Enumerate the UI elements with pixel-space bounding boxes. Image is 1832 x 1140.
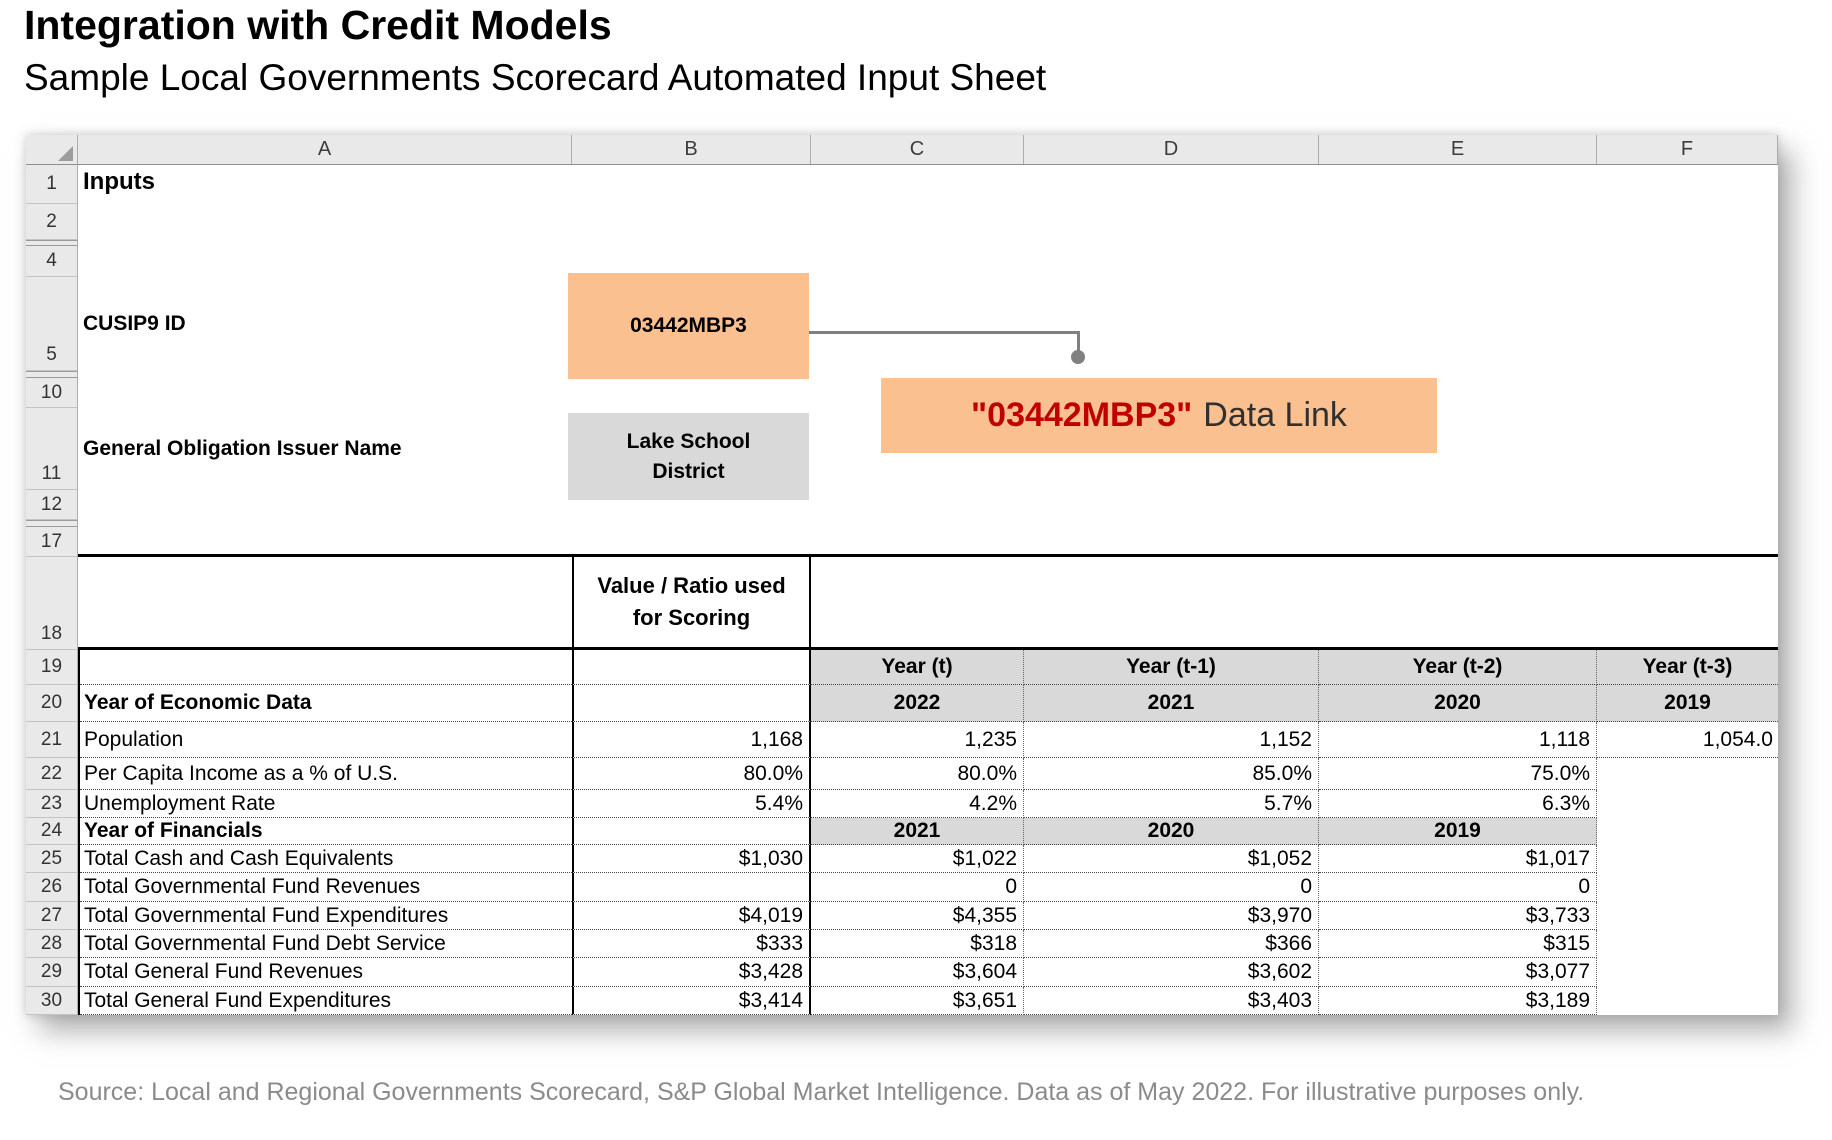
row-12 [26, 490, 1778, 520]
data-link-label: Data Link [1203, 396, 1347, 434]
row-4 [26, 246, 1778, 277]
gen-fund-rev-scoring[interactable]: $3,428 [572, 958, 811, 987]
row-1 [26, 165, 1778, 204]
cell-b24[interactable] [572, 818, 811, 845]
gen-fund-exp-t2[interactable]: $3,189 [1319, 987, 1597, 1015]
column-header-d[interactable]: D [1024, 135, 1319, 164]
per-capita-t3[interactable] [1597, 758, 1778, 790]
cash-t1[interactable]: $1,052 [1024, 845, 1319, 873]
row-header-4[interactable]: 4 [26, 246, 78, 277]
cell-f24[interactable] [1597, 818, 1778, 845]
table-row [26, 758, 1778, 790]
row-header-27[interactable]: 27 [26, 902, 78, 930]
year-t3-header[interactable]: Year (t-3) [1597, 650, 1778, 685]
row-header-12[interactable]: 12 [26, 490, 78, 520]
population-t1[interactable]: 1,152 [1024, 722, 1319, 758]
population-label[interactable]: Population [80, 722, 572, 758]
row-header-23[interactable]: 23 [26, 790, 78, 818]
fin-year-2021[interactable]: 2021 [811, 818, 1024, 845]
connector-line-horizontal [809, 331, 1080, 334]
table-row [26, 790, 1778, 818]
debt-service-t1[interactable]: $366 [1024, 930, 1319, 958]
cusip-label: CUSIP9 ID [83, 312, 186, 335]
issuer-name-line2: District [652, 459, 725, 483]
gen-fund-exp-t3[interactable] [1597, 987, 1778, 1015]
table-row [26, 958, 1778, 987]
gen-fund-exp-t1[interactable]: $3,403 [1024, 987, 1319, 1015]
year-t2-header[interactable]: Year (t-2) [1319, 650, 1597, 685]
hidden-rows-6-9 [26, 371, 1778, 378]
gen-fund-exp-t[interactable]: $3,651 [811, 987, 1024, 1015]
unemployment-label[interactable]: Unemployment Rate [80, 790, 572, 818]
cusip-input-box[interactable]: 03442MBP3 [568, 273, 809, 379]
cell-a4[interactable] [78, 246, 1778, 277]
per-capita-t1[interactable]: 85.0% [1024, 758, 1319, 790]
hidden-rows-6-9-gutter[interactable] [26, 371, 78, 378]
cash-t[interactable]: $1,022 [811, 845, 1024, 873]
row-header-22[interactable]: 22 [26, 758, 78, 790]
page-title: Integration with Credit Models [24, 2, 612, 48]
select-all-corner[interactable] [26, 135, 78, 164]
financials-label[interactable]: Year of Financials [80, 818, 572, 845]
unemployment-t[interactable]: 4.2% [811, 790, 1024, 818]
gov-fund-rev-scoring[interactable] [572, 873, 811, 902]
cell-c18[interactable] [811, 557, 1778, 647]
column-header-row [26, 135, 1778, 165]
row-header-26[interactable]: 26 [26, 873, 78, 902]
row-header-20[interactable]: 20 [26, 685, 78, 722]
gov-fund-rev-t3[interactable] [1597, 873, 1778, 902]
row-17 [26, 527, 1778, 557]
debt-service-label[interactable]: Total Governmental Fund Debt Service [80, 930, 572, 958]
cash-scoring[interactable]: $1,030 [572, 845, 811, 873]
econ-year-2019[interactable]: 2019 [1597, 685, 1778, 722]
table-row [26, 902, 1778, 930]
population-t2[interactable]: 1,118 [1319, 722, 1597, 758]
gov-fund-rev-t1[interactable]: 0 [1024, 873, 1319, 902]
per-capita-scoring[interactable]: 80.0% [572, 758, 811, 790]
row-header-29[interactable]: 29 [26, 958, 78, 987]
per-capita-t2[interactable]: 75.0% [1319, 758, 1597, 790]
column-header-b[interactable]: B [572, 135, 811, 164]
population-scoring[interactable]: 1,168 [572, 722, 811, 758]
row-header-17[interactable]: 17 [26, 527, 78, 557]
row-18 [26, 557, 1778, 650]
page-subtitle: Sample Local Governments Scorecard Automated Input Sheet [24, 57, 1047, 98]
debt-service-t3[interactable] [1597, 930, 1778, 958]
hidden-rows-13-16 [26, 520, 1778, 527]
inputs-label: Inputs [83, 168, 155, 195]
hidden-rows-13-16-gutter[interactable] [26, 520, 78, 527]
gov-fund-rev-t[interactable]: 0 [811, 873, 1024, 902]
cell-a12[interactable] [78, 490, 1778, 520]
unemployment-t1[interactable]: 5.7% [1024, 790, 1319, 818]
unemployment-t3[interactable] [1597, 790, 1778, 818]
population-t[interactable]: 1,235 [811, 722, 1024, 758]
gen-fund-rev-t1[interactable]: $3,602 [1024, 958, 1319, 987]
unemployment-t2[interactable]: 6.3% [1319, 790, 1597, 818]
row-header-28[interactable]: 28 [26, 930, 78, 958]
gov-fund-exp-t2[interactable]: $3,733 [1319, 902, 1597, 930]
debt-service-t[interactable]: $318 [811, 930, 1024, 958]
gen-fund-rev-t3[interactable] [1597, 958, 1778, 987]
cell-a19[interactable] [80, 650, 572, 685]
column-header-c[interactable]: C [811, 135, 1024, 164]
cell-a1[interactable] [78, 165, 1778, 204]
cash-t2[interactable]: $1,017 [1319, 845, 1597, 873]
debt-service-t2[interactable]: $315 [1319, 930, 1597, 958]
cell-a2[interactable] [78, 204, 1778, 240]
row-header-1[interactable]: 1 [26, 165, 78, 204]
gov-fund-exp-t[interactable]: $4,355 [811, 902, 1024, 930]
gov-fund-exp-scoring[interactable]: $4,019 [572, 902, 811, 930]
row-header-21[interactable]: 21 [26, 722, 78, 758]
row-2 [26, 204, 1778, 240]
row-header-24[interactable]: 24 [26, 818, 78, 845]
source-note: Source: Local and Regional Governments Scorecard, S&P Global Market Intelligence. Data as of May 2022. For illustrative purposes only. [58, 1078, 1585, 1106]
population-t3[interactable]: 1,054.0 [1597, 722, 1778, 758]
row-5 [26, 277, 1778, 371]
gen-fund-exp-scoring[interactable]: $3,414 [572, 987, 811, 1015]
row-header-18[interactable]: 18 [26, 557, 78, 650]
per-capita-label[interactable]: Per Capita Income as a % of U.S. [80, 758, 572, 790]
fin-year-2019[interactable]: 2019 [1319, 818, 1597, 845]
row-header-30[interactable]: 30 [26, 987, 78, 1015]
cell-b20[interactable] [572, 685, 811, 722]
cash-label[interactable]: Total Cash and Cash Equivalents [80, 845, 572, 873]
data-link-cusip-text: "03442MBP3" [971, 396, 1193, 434]
issuer-name-box[interactable] [568, 413, 809, 500]
row-header-19[interactable]: 19 [26, 650, 78, 685]
row-header-10[interactable]: 10 [26, 378, 78, 408]
gov-fund-exp-label[interactable]: Total Governmental Fund Expenditures [80, 902, 572, 930]
gen-fund-rev-t[interactable]: $3,604 [811, 958, 1024, 987]
table-row [26, 930, 1778, 958]
cash-t3[interactable] [1597, 845, 1778, 873]
spreadsheet [26, 135, 1778, 1015]
cell-b19[interactable] [572, 650, 811, 685]
cell-a17[interactable] [78, 527, 1778, 557]
econ-year-2022[interactable]: 2022 [811, 685, 1024, 722]
gen-fund-rev-t2[interactable]: $3,077 [1319, 958, 1597, 987]
table-row [26, 873, 1778, 902]
scoring-header-cell[interactable] [572, 557, 811, 647]
issuer-name-label: General Obligation Issuer Name [83, 437, 402, 460]
gen-fund-rev-label[interactable]: Total General Fund Revenues [80, 958, 572, 987]
table-row [26, 818, 1778, 845]
gov-fund-exp-t1[interactable]: $3,970 [1024, 902, 1319, 930]
econ-year-2020[interactable]: 2020 [1319, 685, 1597, 722]
year-t-header[interactable]: Year (t) [811, 650, 1024, 685]
row-header-5[interactable]: 5 [26, 277, 78, 371]
gov-fund-rev-label[interactable]: Total Governmental Fund Revenues [80, 873, 572, 902]
row-header-25[interactable]: 25 [26, 845, 78, 873]
column-header-f[interactable]: F [1597, 135, 1778, 164]
row-header-2[interactable]: 2 [26, 204, 78, 240]
table-row [26, 685, 1778, 722]
economic-data-label[interactable]: Year of Economic Data [80, 685, 572, 722]
cell-a18[interactable] [78, 557, 572, 647]
column-header-a[interactable]: A [78, 135, 572, 164]
econ-year-2021[interactable]: 2021 [1024, 685, 1319, 722]
table-row [26, 722, 1778, 758]
gen-fund-exp-label[interactable]: Total General Fund Expenditures [80, 987, 572, 1015]
data-link-button[interactable] [881, 378, 1437, 453]
gov-fund-exp-t3[interactable] [1597, 902, 1778, 930]
scoring-header-line2: for Scoring [632, 605, 751, 630]
table-row [26, 845, 1778, 873]
cell-a5[interactable] [78, 277, 1778, 371]
issuer-name-line1: Lake School [626, 430, 751, 454]
connector-endpoint-dot [1071, 350, 1085, 364]
year-t1-header[interactable]: Year (t-1) [1024, 650, 1319, 685]
table-row [26, 987, 1778, 1015]
column-header-e[interactable]: E [1319, 135, 1597, 164]
select-all-triangle-icon [58, 146, 73, 161]
unemployment-scoring[interactable]: 5.4% [572, 790, 811, 818]
table-row [26, 650, 1778, 685]
scoring-header-line1: Value / Ratio used [597, 573, 786, 599]
row-header-11[interactable]: 11 [26, 408, 78, 490]
debt-service-scoring[interactable]: $333 [572, 930, 811, 958]
gov-fund-rev-t2[interactable]: 0 [1319, 873, 1597, 902]
fin-year-2020[interactable]: 2020 [1024, 818, 1319, 845]
per-capita-t[interactable]: 80.0% [811, 758, 1024, 790]
